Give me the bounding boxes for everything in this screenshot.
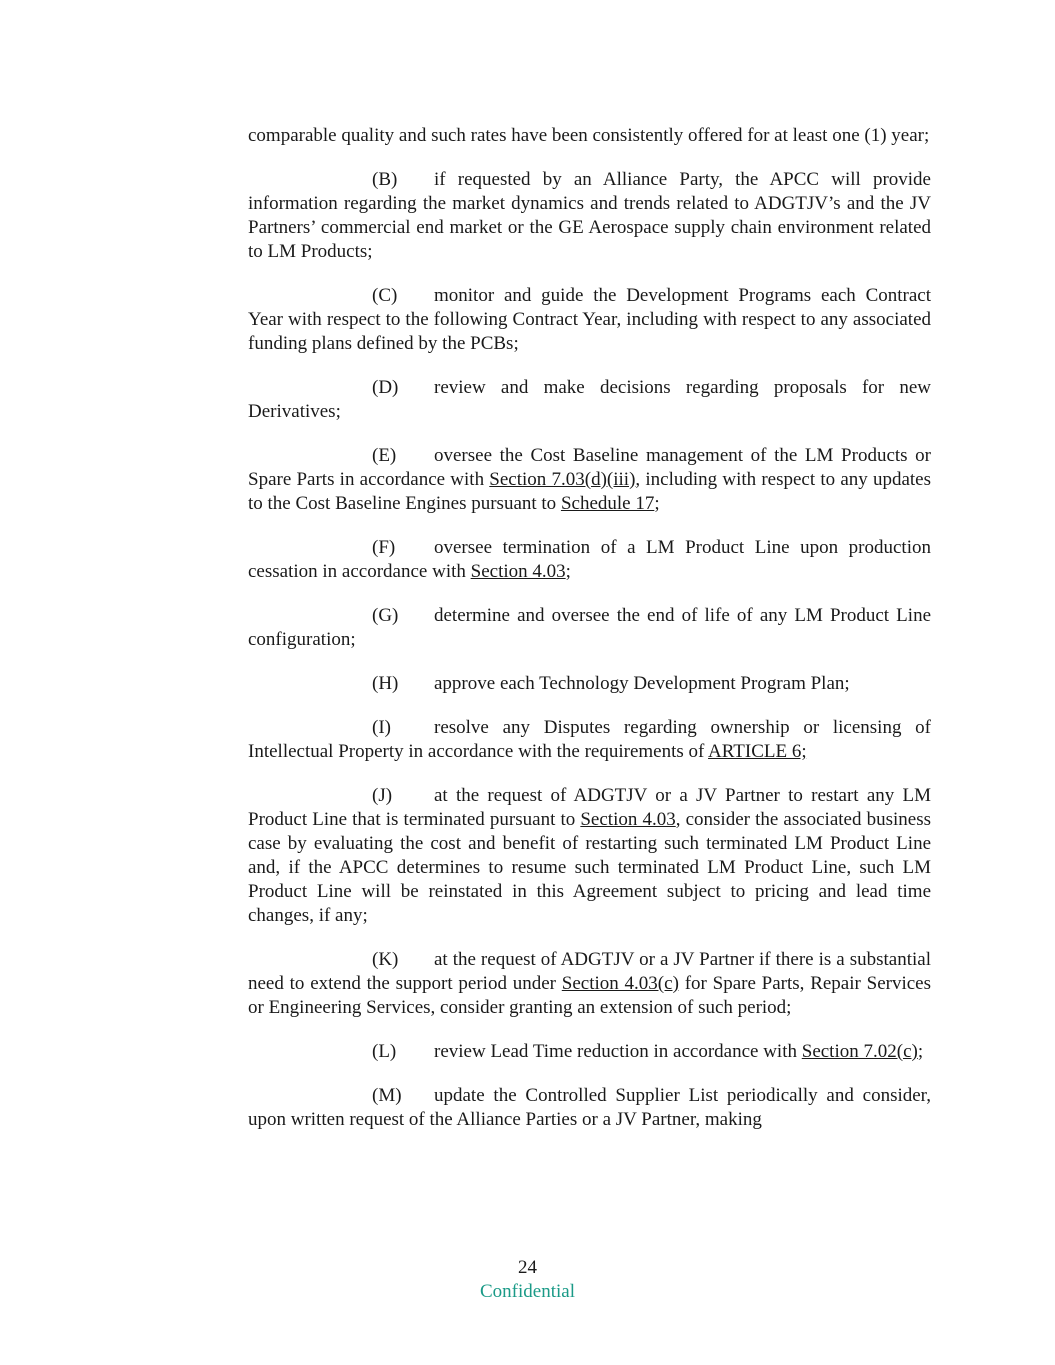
clause-paragraph [248, 444, 931, 516]
clause-label: (F) [372, 537, 396, 558]
cross-reference: Section 4.03 [470, 561, 566, 582]
clause-text: at the request of ADGTJV or a JV Partner if there is a substantial need to extend the support period under [248, 949, 931, 994]
cross-reference: Section 7.02(c) [801, 1041, 918, 1062]
clause-text: , consider the associated business case by evaluating the cost and benefit of restarting such terminated LM Product Line and, if the APCC determines to resume such terminated LM Product Line, such LM Product Line will be reinstated in this Agreement subject to pricing and lead time changes, if any; [248, 809, 931, 926]
clause-paragraph [248, 672, 931, 696]
clause-text: ; [654, 493, 660, 514]
clause-label: (D) [372, 377, 399, 398]
clause-label: (J) [372, 785, 393, 806]
cross-reference: Section 4.03(c) [561, 973, 679, 994]
clause-text: if requested by an Alliance Party, the APCC will provide information regarding the market dynamics and trends related to ADGTJV’s and the JV Partners’ commercial end market or the GE Aerospace supply chain environment related to LM Products; [248, 169, 931, 262]
clause-text: at the request of ADGTJV or a JV Partner to restart any LM Product Line that is terminated pursuant to [248, 785, 931, 830]
clause-paragraph [248, 168, 931, 264]
clause-paragraph [248, 716, 931, 764]
clause-paragraph [248, 784, 931, 928]
clause-paragraph [248, 604, 931, 652]
clause-text: resolve any Disputes regarding ownership or licensing of Intellectual Property in accordance with the requirements of [248, 717, 931, 762]
clause-label: (C) [372, 285, 398, 306]
clause-paragraph [248, 376, 931, 424]
clause-label: (E) [372, 445, 397, 466]
clause-text: review Lead Time reduction in accordance with [434, 1041, 802, 1062]
clause-label: (L) [372, 1041, 397, 1062]
clause-label: (H) [372, 673, 399, 694]
clause-text: monitor and guide the Development Programs each Contract Year with respect to the following Contract Year, including with respect to any associated funding plans defined by the PCBs; [248, 285, 931, 354]
cross-reference: Section 7.03(d)(iii) [489, 469, 636, 490]
clause-paragraph [248, 1084, 931, 1132]
clause-text: , including with respect to any updates to the Cost Baseline Engines pursuant to [248, 469, 932, 514]
clause-label: (B) [372, 169, 398, 190]
cross-reference: ARTICLE 6; [708, 741, 807, 762]
document-body [248, 124, 931, 1152]
confidential-label: Confidential [480, 1281, 575, 1302]
clause-text: for Spare Parts, Repair Services or Engineering Services, consider granting an extension of such period; [248, 973, 931, 1018]
clause-text: ; [917, 1041, 924, 1062]
cross-reference: Section 4.03 [580, 809, 676, 830]
clause-label: (M) [372, 1085, 402, 1106]
clause-paragraph [248, 948, 931, 1020]
clause-paragraph [248, 124, 931, 148]
clause-label: (G) [372, 605, 399, 626]
clause-text: review and make decisions regarding proposals for new Derivatives; [248, 377, 931, 422]
clause-text: comparable quality and such rates have been consistently offered for at least one (1) year; [248, 125, 930, 146]
page-number: 24 [518, 1257, 537, 1278]
clause-text: oversee termination of a LM Product Line upon production cessation in accordance with [248, 537, 931, 582]
clause-text: determine and oversee the end of life of any LM Product Line configuration; [248, 605, 931, 650]
clause-text: approve each Technology Development Program Plan; [434, 673, 850, 694]
clause-text: update the Controlled Supplier List periodically and consider, upon written request of the Alliance Parties or a JV Partner, making [248, 1085, 931, 1130]
clause-label: (K) [372, 949, 399, 970]
clause-label: (I) [372, 717, 391, 738]
clause-paragraph [248, 284, 931, 356]
clause-paragraph [248, 536, 931, 584]
cross-reference: Schedule 17 [560, 493, 655, 514]
clause-paragraph [248, 1040, 931, 1064]
clause-text: oversee the Cost Baseline management of the LM Products or Spare Parts in accordance with [248, 445, 931, 490]
clause-text: ; [565, 561, 571, 582]
